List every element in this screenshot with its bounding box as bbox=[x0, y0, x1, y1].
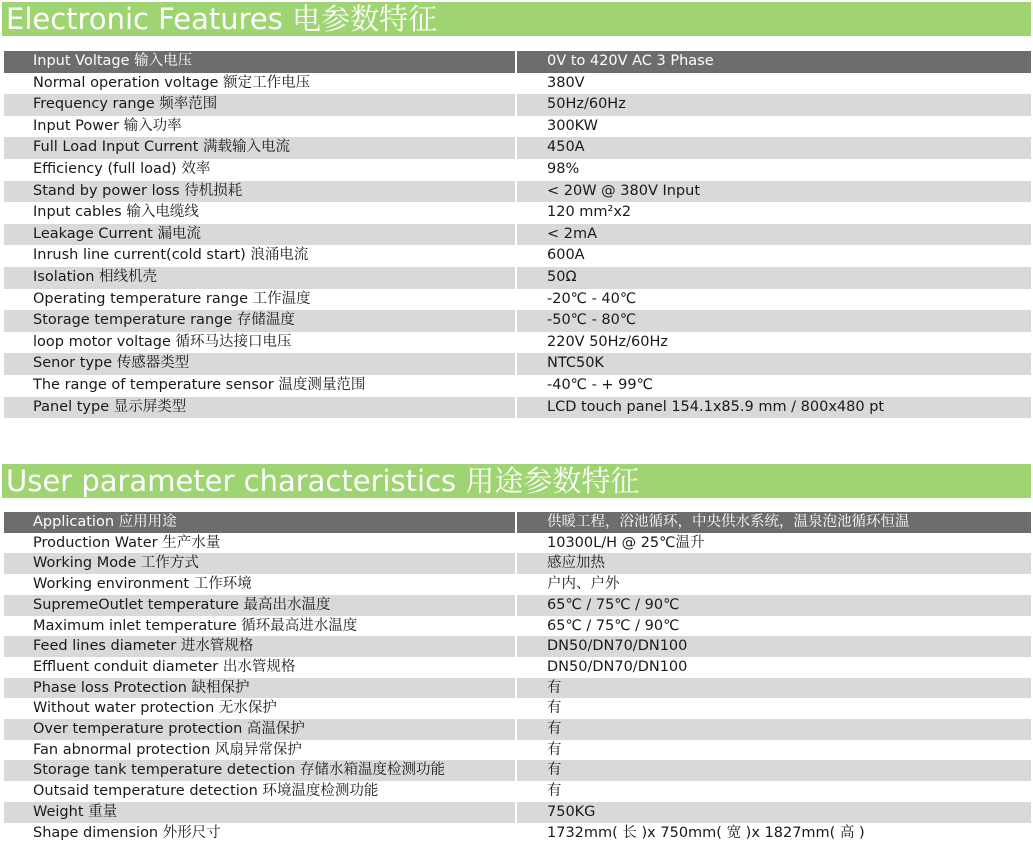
table-row bbox=[4, 353, 1031, 375]
spec-value: 750KG bbox=[516, 802, 1031, 823]
spec-value: 600A bbox=[516, 245, 1031, 267]
spec-value: 10300L/H @ 25℃温升 bbox=[516, 533, 1031, 554]
spec-value: DN50/DN70/DN100 bbox=[516, 636, 1031, 657]
spec-label: Operating temperature range 工作温度 bbox=[33, 290, 311, 307]
spec-label: Storage tank temperature detection 存储水箱温度检测功能 bbox=[4, 760, 516, 781]
spec-label: Maximum inlet temperature 循环最高进水温度 bbox=[33, 617, 358, 634]
spec-label: Outsaid temperature detection 环境温度检测功能 bbox=[33, 783, 379, 800]
user-parameters-table bbox=[4, 512, 1031, 843]
spec-label: Application 应用用途 bbox=[4, 512, 516, 533]
table-row bbox=[4, 802, 1031, 823]
spec-value: 有 bbox=[516, 698, 1031, 719]
spec-value: DN50/DN70/DN100 bbox=[516, 657, 1031, 678]
spec-value: 供暖工程，浴池循环，中央供水系统，温泉泡池循环恒温 bbox=[516, 512, 1031, 533]
spec-value: -40℃ - + 99℃ bbox=[516, 375, 1031, 397]
table-row bbox=[4, 823, 1031, 844]
spec-label: Efficiency (full load) 效率 bbox=[33, 160, 211, 177]
table-row bbox=[4, 202, 1031, 224]
spec-label: loop motor voltage 循环马达接口电压 bbox=[33, 333, 292, 350]
spec-value: 有 bbox=[516, 781, 1031, 802]
spec-value: 98% bbox=[516, 159, 1031, 181]
spec-label: Leakage Current 漏电流 bbox=[4, 224, 516, 246]
table-row bbox=[4, 289, 1031, 311]
spec-label: Effluent conduit diameter 出水管规格 bbox=[33, 658, 296, 675]
spec-label: Stand by power loss 待机损耗 bbox=[4, 181, 516, 203]
spec-value: 120 mm²x2 bbox=[516, 202, 1031, 224]
spec-label: The range of temperature sensor 温度测量范围 bbox=[33, 376, 366, 393]
spec-value: NTC50K bbox=[516, 353, 1031, 375]
table-row bbox=[4, 781, 1031, 802]
spec-value: 50Hz/60Hz bbox=[516, 94, 1031, 116]
spec-label: Weight 重量 bbox=[4, 802, 516, 823]
spec-label: Production Water 生产水量 bbox=[33, 534, 221, 551]
spec-label: Input Power 输入功率 bbox=[33, 117, 182, 134]
spec-label: Fan abnormal protection 风扇异常保护 bbox=[33, 741, 302, 758]
spec-value: LCD touch panel 154.1x85.9 mm / 800x480 pt bbox=[516, 397, 1031, 419]
spec-label: Shape dimension 外形尺寸 bbox=[33, 824, 221, 841]
table-row bbox=[4, 245, 1031, 267]
spec-label: Without water protection 无水保护 bbox=[33, 700, 277, 717]
spec-label: Storage temperature range 存储温度 bbox=[4, 310, 516, 332]
table-row bbox=[4, 512, 1031, 533]
spec-value: -50℃ - 80℃ bbox=[516, 310, 1031, 332]
spec-value: 有 bbox=[516, 740, 1031, 761]
table-row bbox=[4, 137, 1031, 159]
spec-value: 50Ω bbox=[516, 267, 1031, 289]
spec-label: Input Voltage 输入电压 bbox=[4, 51, 516, 73]
spec-value: 有 bbox=[516, 678, 1031, 699]
spec-label: Feed lines diameter 进水管规格 bbox=[4, 636, 516, 657]
spec-label: Normal operation voltage 额定工作电压 bbox=[33, 74, 311, 91]
spec-value: < 2mA bbox=[516, 224, 1031, 246]
spec-value: 有 bbox=[516, 719, 1031, 740]
table-row bbox=[4, 73, 1031, 95]
spec-value: 户内、户外 bbox=[516, 574, 1031, 595]
electronic-features-table bbox=[4, 51, 1031, 418]
table-row bbox=[4, 657, 1031, 678]
spec-label: Working Mode 工作方式 bbox=[4, 553, 516, 574]
table-row bbox=[4, 698, 1031, 719]
spec-value: 380V bbox=[516, 73, 1031, 95]
table-row bbox=[4, 224, 1031, 246]
table-row bbox=[4, 116, 1031, 138]
table-row bbox=[4, 181, 1031, 203]
spec-label: Frequency range 频率范围 bbox=[4, 94, 516, 116]
table-row bbox=[4, 719, 1031, 740]
spec-label: Phase loss Protection 缺相保护 bbox=[4, 678, 516, 699]
spec-label: Working environment 工作环境 bbox=[33, 576, 252, 593]
table-row bbox=[4, 375, 1031, 397]
spec-label: Over temperature protection 高温保护 bbox=[4, 719, 516, 740]
table-row bbox=[4, 760, 1031, 781]
spec-label: Inrush line current(cold start) 浪涌电流 bbox=[33, 247, 309, 264]
spec-value: 300KW bbox=[516, 116, 1031, 138]
spec-label: Full Load Input Current 满载输入电流 bbox=[4, 137, 516, 159]
table-row bbox=[4, 553, 1031, 574]
table-row bbox=[4, 595, 1031, 616]
table-row bbox=[4, 267, 1031, 289]
spec-value: 450A bbox=[516, 137, 1031, 159]
spec-label: SupremeOutlet temperature 最高出水温度 bbox=[4, 595, 516, 616]
table-row bbox=[4, 740, 1031, 761]
spec-value: 0V to 420V AC 3 Phase bbox=[516, 51, 1031, 73]
table-row bbox=[4, 574, 1031, 595]
spec-value: 感应加热 bbox=[516, 553, 1031, 574]
spec-value: 有 bbox=[516, 760, 1031, 781]
table-row bbox=[4, 533, 1031, 554]
table-row bbox=[4, 94, 1031, 116]
table-row bbox=[4, 678, 1031, 699]
spec-value: 65℃ / 75℃ / 90℃ bbox=[516, 616, 1031, 637]
table-row bbox=[4, 310, 1031, 332]
table-row bbox=[4, 51, 1031, 73]
table-row bbox=[4, 159, 1031, 181]
section-title-user-parameters: User parameter characteristics 用途参数特征 bbox=[2, 464, 1031, 498]
spec-value: 65℃ / 75℃ / 90℃ bbox=[516, 595, 1031, 616]
table-row bbox=[4, 397, 1031, 419]
spec-value: < 20W @ 380V Input bbox=[516, 181, 1031, 203]
spec-value: -20℃ - 40℃ bbox=[516, 289, 1031, 311]
spec-value: 220V 50Hz/60Hz bbox=[516, 332, 1031, 354]
spec-label: Senor type 传感器类型 bbox=[4, 353, 516, 375]
section-title-electronic-features: Electronic Features 电参数特征 bbox=[2, 2, 1031, 36]
table-row bbox=[4, 332, 1031, 354]
spec-label: Input cables 输入电缆线 bbox=[33, 204, 199, 221]
spec-label: Isolation 相线机壳 bbox=[4, 267, 516, 289]
table-row bbox=[4, 616, 1031, 637]
table-row bbox=[4, 636, 1031, 657]
spec-label: Panel type 显示屏类型 bbox=[4, 397, 516, 419]
spec-value: 1732mm( 长 )x 750mm( 宽 )x 1827mm( 高 ) bbox=[516, 823, 1031, 844]
